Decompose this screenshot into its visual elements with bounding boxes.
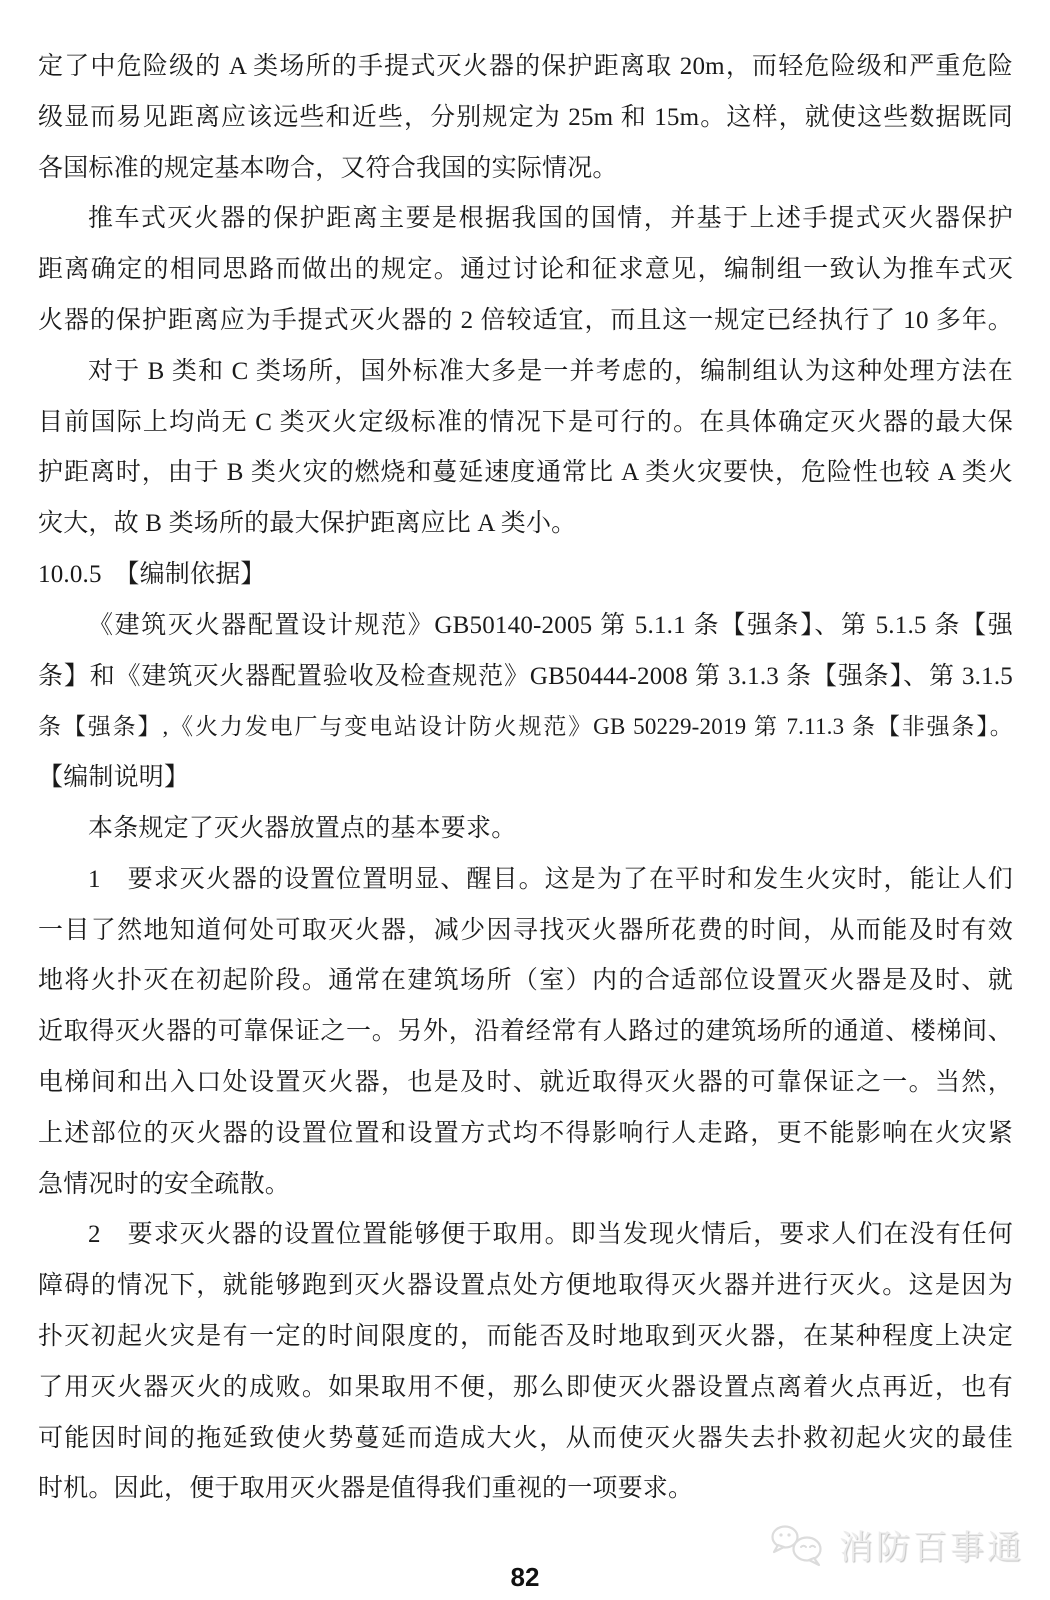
body-text-line: 《建筑灭火器配置设计规范》GB50140-2005 第 5.1.1 条【强条】、第 5.1.5 条【强	[88, 611, 1013, 639]
body-text-line: 级显而易见距离应该远些和近些，分别规定为 25m 和 15m。这样，就使这些数据既同	[38, 103, 1013, 131]
body-text-line: 可能因时间的拖延致使火势蔓延而造成大火，从而使灭火器失去扑救初起火灾的最佳	[38, 1424, 1013, 1452]
body-text-line: 上述部位的灭火器的设置位置和设置方式均不得影响行人走路，更不能影响在火灾紧	[38, 1119, 1013, 1147]
page-number: 82	[510, 1562, 540, 1592]
body-text-line: 扑灭初起火灾是有一定的时间限度的，而能否及时地取到灭火器，在某种程度上决定	[38, 1322, 1013, 1350]
body-text-line: 火器的保护距离应为手提式灭火器的 2 倍较适宜，而且这一规定已经执行了 10 多年。	[38, 306, 1013, 334]
body-text-line: 电梯间和出入口处设置灭火器，也是及时、就近取得灭火器的可靠保证之一。当然，	[38, 1068, 1013, 1096]
document-body	[38, 42, 1013, 1515]
watermark-text: 消防百事通	[839, 1529, 1024, 1567]
body-text-line: 各国标准的规定基本吻合，又符合我国的实际情况。	[38, 154, 618, 182]
body-text-line: 灾大，故 B 类场所的最大保护距离应比 A 类小。	[38, 510, 577, 538]
body-text-line: 定了中危险级的 A 类场所的手提式灭火器的保护距离取 20m，而轻危险级和严重危险	[38, 53, 1013, 80]
body-text-line: 近取得灭火器的可靠保证之一。另外，沿着经常有人路过的建筑场所的通道、楼梯间、	[38, 1018, 1013, 1046]
body-text-line: 推车式灭火器的保护距离主要是根据我国的国情，并基于上述手提式灭火器保护	[88, 205, 1013, 233]
body-text-line: 1 要求灭火器的设置位置明显、醒目。这是为了在平时和发生火灾时，能让人们	[88, 865, 1013, 893]
body-text-line: 急情况时的安全疏散。	[38, 1170, 291, 1198]
body-text-line: 对于 B 类和 C 类场所，国外标准大多是一并考虑的，编制组认为这种处理方法在	[88, 357, 1013, 385]
body-text-line: 条】和《建筑灭火器配置验收及检查规范》GB50444-2008 第 3.1.3 条【强条】、第 3.1.5	[38, 662, 1013, 690]
body-text-line: 护距离时，由于 B 类火灾的燃烧和蔓延速度通常比 A 类火灾要快，危险性也较 A 类火	[38, 459, 1013, 487]
wechat-bubbles-icon	[769, 1523, 831, 1567]
body-text-line: 障碍的情况下，就能够跑到灭火器设置点处方便地取得灭火器并进行灭火。这是因为	[38, 1272, 1013, 1300]
body-text-line: 2 要求灭火器的设置位置能够便于取用。即当发现火情后，要求人们在没有任何	[88, 1221, 1013, 1249]
body-text-line: 时机。因此，便于取用灭火器是值得我们重视的一项要求。	[38, 1475, 694, 1503]
body-text-line: 一目了然地知道何处可取灭火器，减少因寻找灭火器所花费的时间，从而能及时有效	[38, 916, 1013, 944]
body-text-line: 目前国际上均尚无 C 类灭火定级标准的情况下是可行的。在具体确定灭火器的最大保	[38, 408, 1013, 436]
body-text-line: 本条规定了灭火器放置点的基本要求。	[88, 814, 517, 842]
section-heading-line: 【编制说明】	[38, 764, 190, 792]
body-text-line: 地将火扑灭在初起阶段。通常在建筑场所（室）内的合适部位设置灭火器是及时、就	[38, 967, 1013, 995]
body-text-line: 条【强条】,《火力发电厂与变电站设计防火规范》GB 50229-2019 第 7.11.3 条【非强条】。	[38, 714, 1013, 740]
section-heading-line: 10.0.5 【编制依据】	[38, 560, 266, 588]
body-text-line: 了用灭火器灭火的成败。如果取用不便，那么即使灭火器设置点离着火点再近，也有	[38, 1373, 1013, 1401]
body-text-line: 距离确定的相同思路而做出的规定。通过讨论和征求意见，编制组一致认为推车式灭	[38, 256, 1013, 284]
